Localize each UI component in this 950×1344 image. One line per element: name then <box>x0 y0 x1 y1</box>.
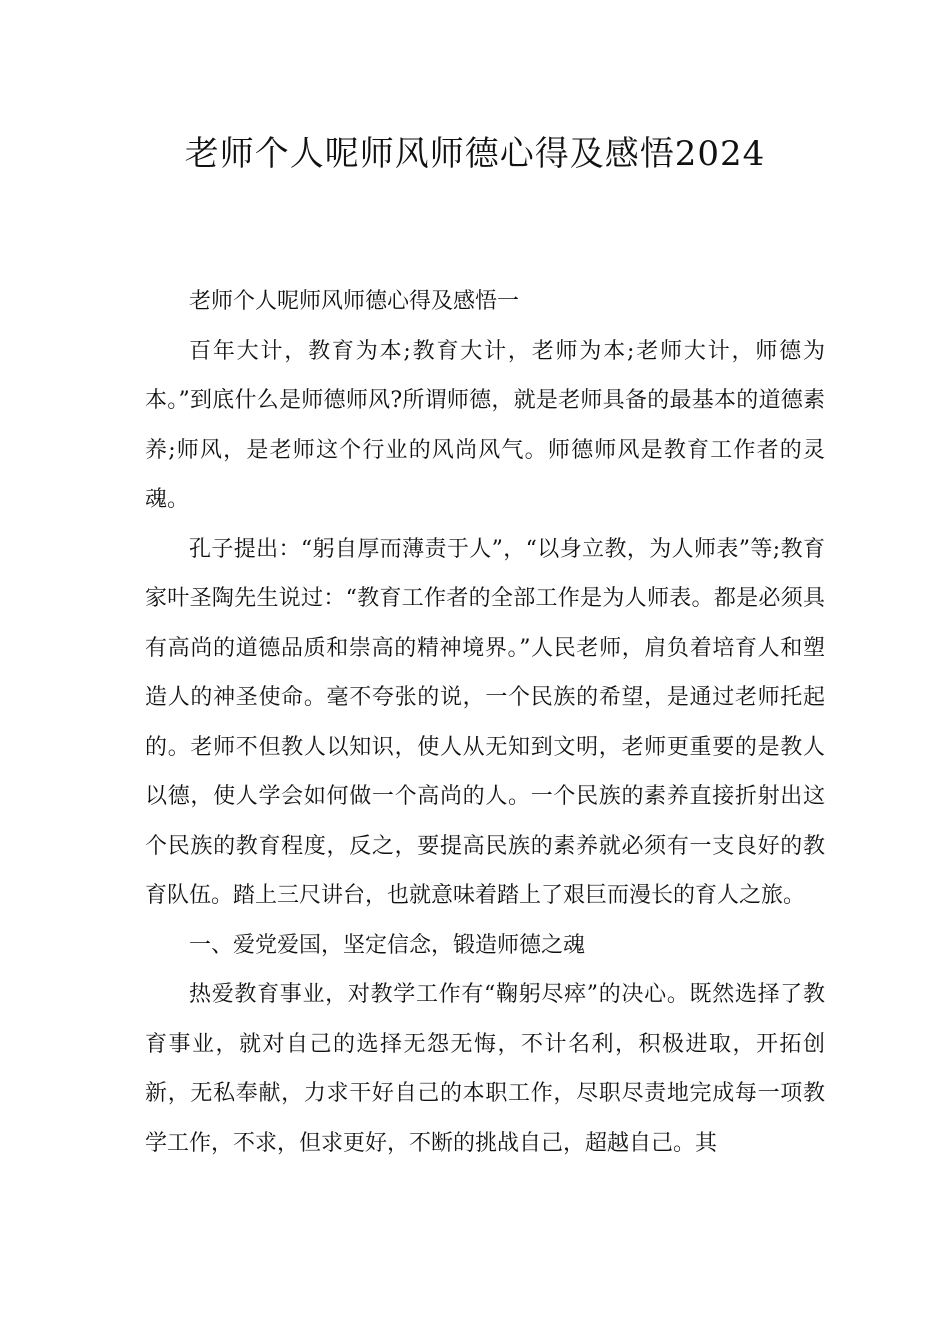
subheading-1: 一、爱党爱国，坚定信念，锻造师德之魂 <box>189 932 586 958</box>
paragraph-1: 百年大计，教育为本;教育大计，老师为本;老师大计，师德为本。”到底什么是师德师风?所谓师德，就是老师具备的最基本的道德素养;师风，是老师这个行业的风尚风气。师德师风是教育工作者的灵魂。 <box>145 338 825 512</box>
document-title: 老师个人呢师风师德心得及感悟2024 <box>184 134 766 174</box>
section-title: 老师个人呢师风师德心得及感悟一 <box>189 289 520 314</box>
document-body <box>145 277 825 1168</box>
paragraph-3: 热爱教育事业，对教学工作有“鞠躬尽瘁”的决心。既然选择了教育事业，就对自己的选择无怨无悔，不计名利，积极进取，开拓创新，无私奉献，力求干好自己的本职工作，尽职尽责地完成每一项教学工作，不求，但求更好，不断的挑战自己，超越自己。其 <box>145 982 825 1156</box>
paragraph-2: 孔子提出：“躬自厚而薄责于人”，“以身立教，为人师表”等;教育家叶圣陶先生说过：“教育工作者的全部工作是为人师表。都是必须具有高尚的道德品质和崇高的精神境界。”人民老师，肩负着培育人和塑造人的神圣使命。毫不夸张的说，一个民族的希望，是通过老师托起的。老师不但教人以知识，使人从无知到文明，老师更重要的是教人以德，使人学会如何做一个高尚的人。一个民族的素养直接折射出这个民族的教育程度，反之，要提高民族的素养就必须有一支良好的教育队伍。踏上三尺讲台，也就意味着踏上了艰巨而漫长的育人之旅。 <box>145 536 825 908</box>
